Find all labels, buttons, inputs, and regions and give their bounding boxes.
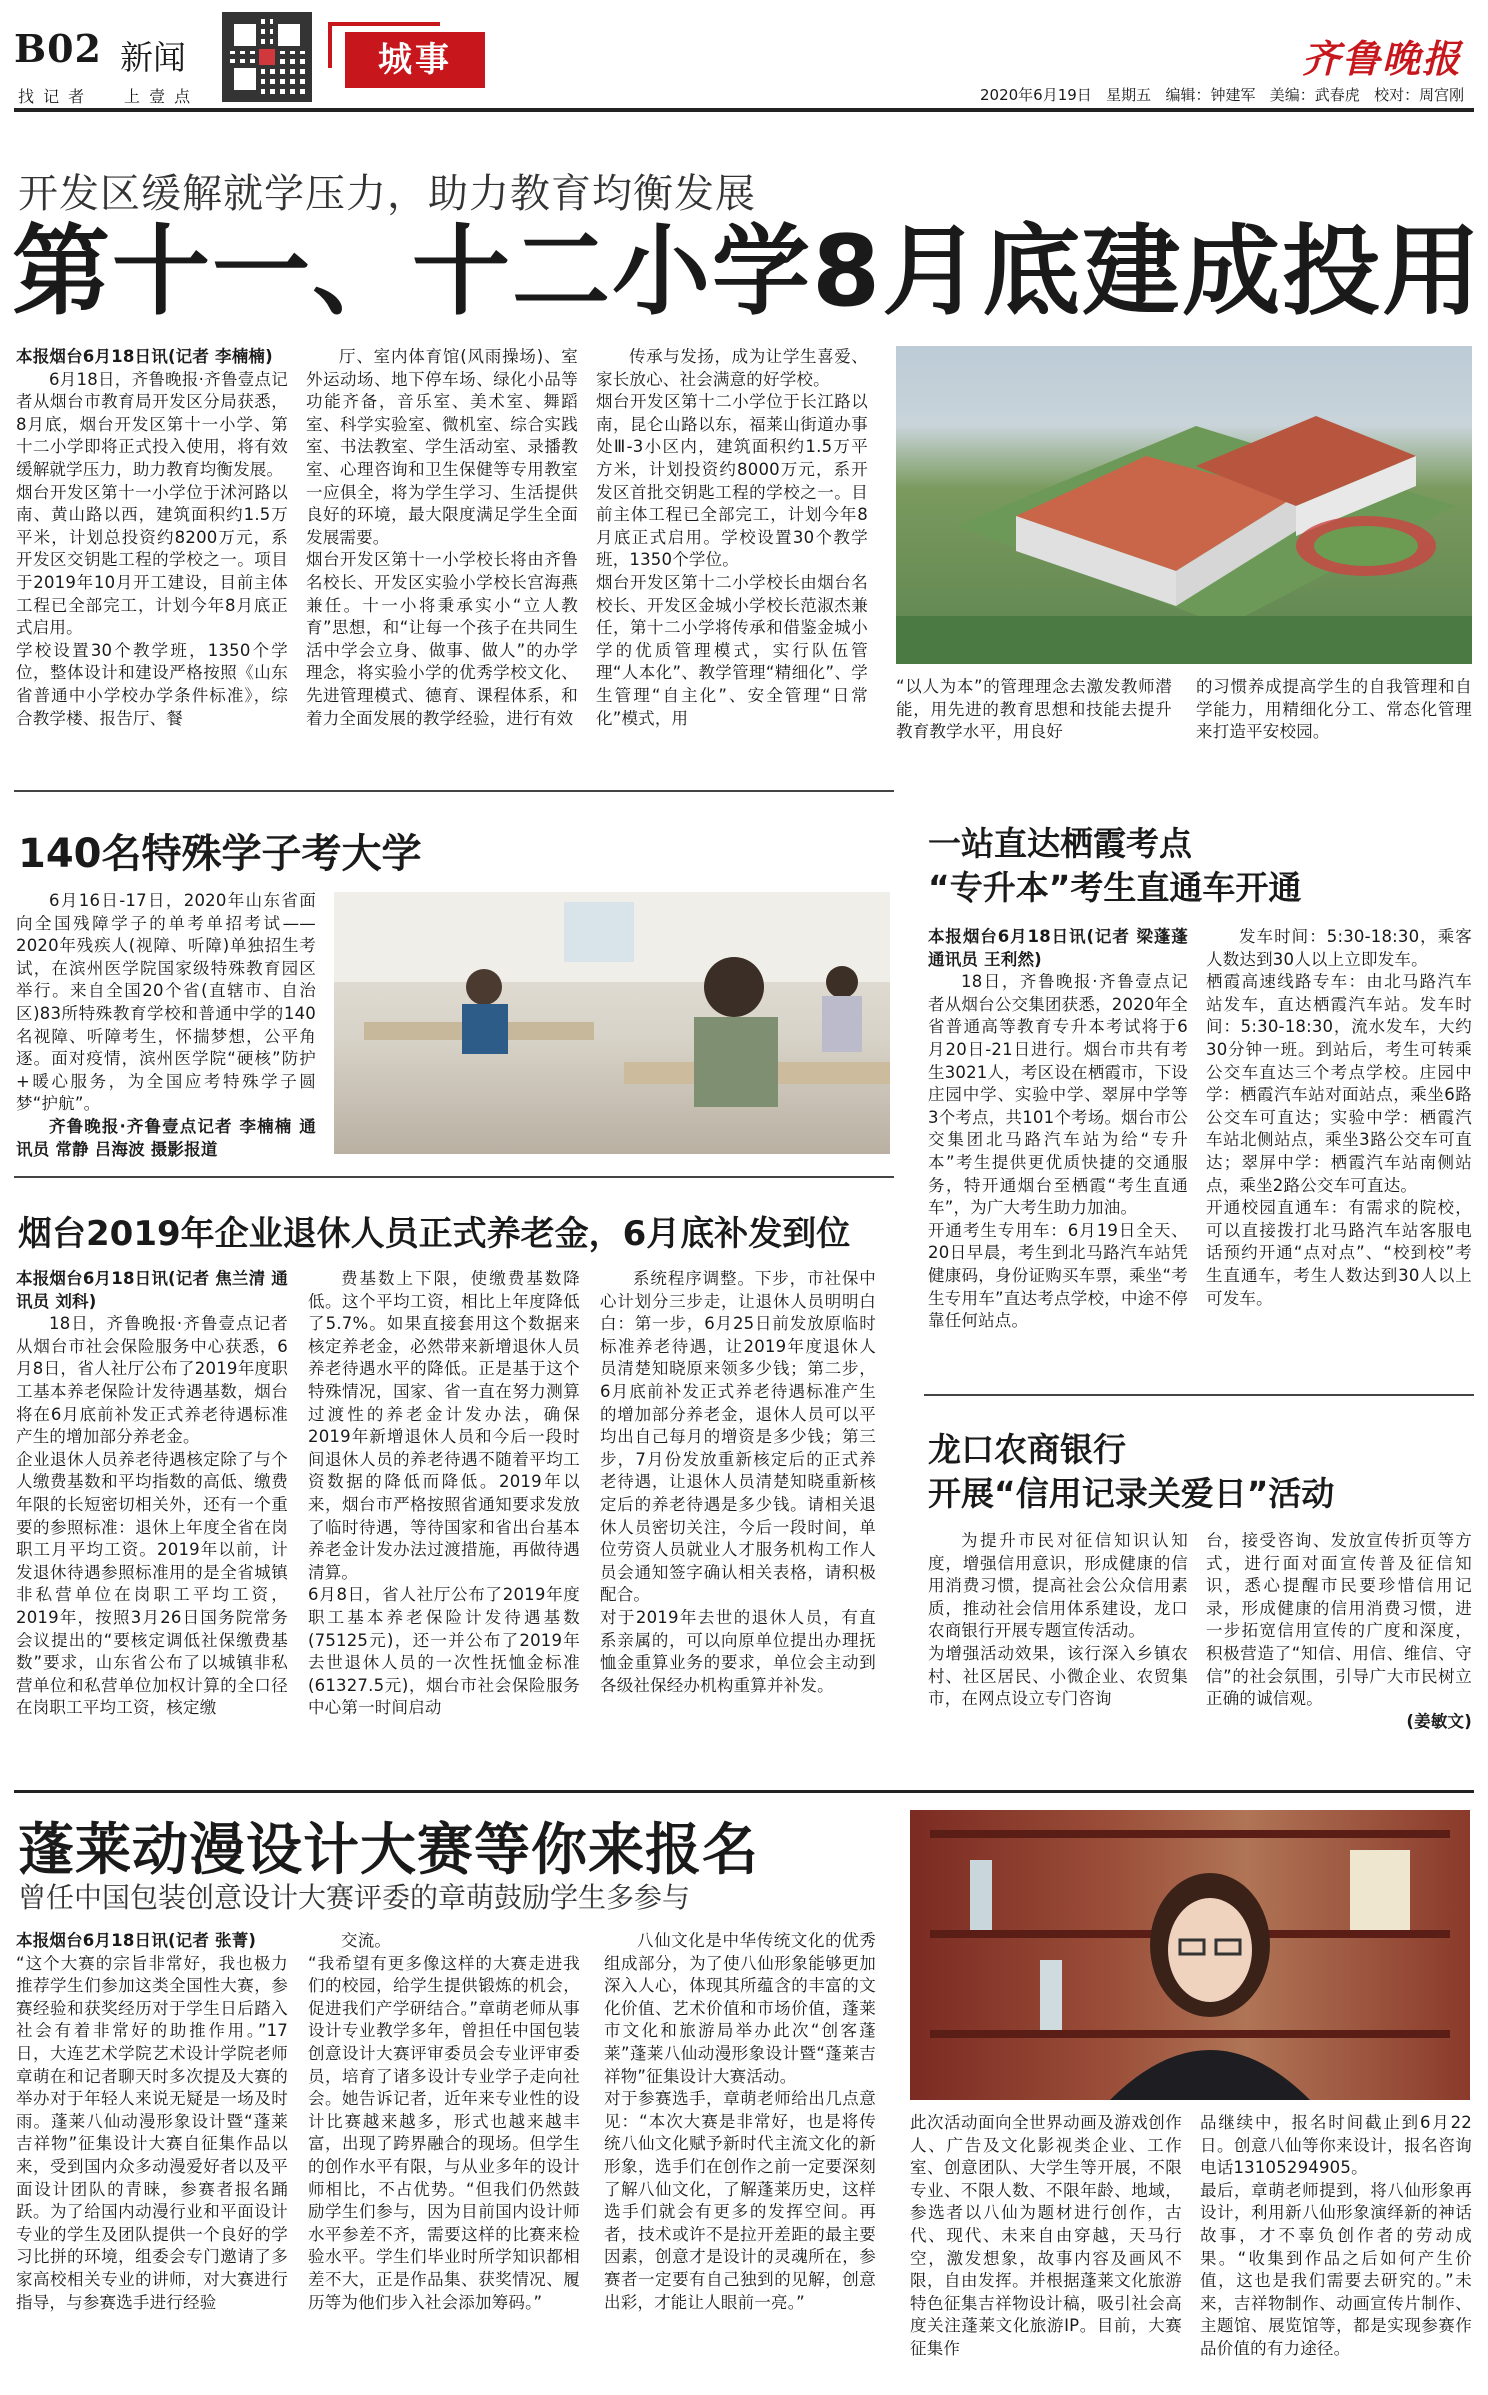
pension-col-2: 费基数上下限，使缴费基数降低。这个平均工资，相比上年度降低了5.7%。如果直接套用这个数据来核定养老金，必然带来新增退休人员养老待遇水平的降低。正是基于这个特殊情况，国家、省一直在努力测算过渡性的养老金计发办法，确保2019年新增退休人员和今后一段时间退休人员的养老待遇不随着平均工资数据的降低而降低。2019年以来，烟台市严格按照省通知要求发放了临时待遇，等待国家和省出台基本养老金计发办法过渡措施，再做待遇清算。 6月8日，省人社厅公布了2019年度职工基本养老保险计发待遇基数(75125元)，还一并公布了2019年去世退休人员的一次性抚恤金标准(61327.5元)，烟台市社会保险服务中心第一时间启动: [308, 1269, 580, 1718]
lead-byline: 本报烟台6月18日讯(记者 李楠楠): [16, 347, 273, 366]
tagline-left: 找 记 者: [18, 87, 87, 106]
lead-kicker: 开发区缓解就学压力，助力教育均衡发展: [18, 171, 756, 217]
anime-headline: 蓬莱动漫设计大赛等你来报名: [18, 1818, 759, 1883]
bank-col2-text: 台，接受咨询、发放宣传折页等方式，进行面对面宣传普及征信知识，悉心提醒市民要珍惜信用记录，形成健康的信用消费习惯，进一步拓宽信用宣传的广度和深度，积极营造了“知信、用信、维信、守信”的社会氛围，引导广大市民树立正确的诚信观。: [1206, 1531, 1472, 1709]
lead-col-1: [16, 346, 288, 766]
column-tag: 城事: [345, 32, 485, 88]
express-headline-1: 一站直达栖霞考点: [928, 824, 1192, 863]
proofreader: 校对：周宫刚: [1374, 86, 1465, 104]
anime-col-4: 此次活动面向全世界动画及游戏创作人、广告及文化影视类企业、工作室、创意团队、大学生等开展，不限专业、不限人数、不限年龄、地域，参选者以八仙为题材进行创作，古代、现代、未来自由穿越，天马行空，激发想象，故事内容及画风不限，自由发挥。并根据蓬莱文化旅游特色征集吉祥物设计稿，吸引社会高度关注蓬莱文化旅游IP。目前，大赛征集作: [910, 2113, 1182, 2358]
anime-col-2: 交流。 “我希望有更多像这样的大赛走进我们的校园，给学生提供锻炼的机会，促进我们产学研结合。”章萌老师从事设计专业教学多年，曾担任中国包装创意设计大赛评审委员会专业评审委员，培育了诸多设计专业学子走向社会。她告诉记者，近年来专业性的设计比赛越来越多，形式也越来越丰富，出现了跨界融合的现场。但学生的创作水平有限，与从业多年的设计师相比，不占优势。“但我们仍然鼓励学生们参与，因为目前国内设计师水平参差不齐，需要这样的比赛来检验水平。学生们毕业时所学知识都相差不大，正是作品集、获奖情况、履历等为他们步入社会添加筹码。”: [308, 1931, 580, 2312]
pension-col1-text: 18日，齐鲁晚报·齐鲁壹点记者从烟台市社会保险服务中心获悉，6月8日，省人社厅公布了2019年度职工基本养老保险计发待遇基数，烟台将在6月底前补发正式养老待遇标准产生的增加部分养老金。 企业退休人员养老待遇核定除了与个人缴费基数和平均指数的高低、缴费年限的长短密切相关外，还有一个重要的参照标准：退休上年度全省在岗职工月平均工资。2019年以前，计发退休待遇参照标准用的是全省城镇非私营单位在岗职工平均工资，2019年，按照3月26日国务院常务会议提出的“要核定调低社保缴费基数”要求，山东省公布了以城镇非私营单位和私营单位加权计算的全口径在岗职工平均工资，核定缴: [16, 1314, 288, 1718]
divider: [14, 1790, 1474, 1793]
lead-col-3: 传承与发扬，成为让学生喜爱、家长放心、社会满意的好学校。 烟台开发区第十二小学位于长江路以南，昆仑山路以东，福莱山街道办事处Ⅲ-3小区内，建筑面积约1.5万平方米，计划投资约8000万元，系开发区首批交钥匙工程的学校之一。目前主体工程已全部完工，计划今年8月底正式启用。学校设置30个教学班，1350个学位。 烟台开发区第十二小学校长由烟台名校长、开发区金城小学校长范淑杰兼任，第十二小学将传承和借鉴金城小学的优质管理模式，实行队伍管理“人本化”、教学管理“精细化”、学生管理“自主化”、安全管理“日常化”模式，用: [596, 347, 868, 728]
date: 2020年6月19日: [980, 86, 1092, 104]
bank-headline-2: 开展“信用记录关爱日”活动: [928, 1474, 1335, 1513]
bank-credit: (姜敏文): [1406, 1711, 1472, 1731]
bank-headline-1: 龙口农商银行: [928, 1430, 1126, 1469]
express-byline: 本报烟台6月18日讯(记者 梁蓬蓬 通讯员 王利然): [928, 927, 1188, 969]
divider: [14, 1176, 894, 1178]
exam-room-illustration: [334, 892, 890, 1154]
anime-subhead: 曾任中国包装创意设计大赛评委的章萌鼓励学生多参与: [18, 1881, 691, 1914]
designer: 美编：武春虎: [1269, 86, 1360, 104]
logo: 齐鲁晚报: [1301, 36, 1462, 81]
masthead: [0, 0, 1488, 112]
special-headline: 140名特殊学子考大学: [18, 831, 422, 877]
special-text-block: [16, 890, 316, 1160]
masthead-info: [980, 84, 1470, 105]
pension-byline: 本报烟台6月18日讯(记者 焦兰清 通讯员 刘科): [16, 1269, 288, 1311]
lead-headline: 第十一、十二小学8月底建成投用: [12, 215, 1483, 329]
pension-headline: 烟台2019年企业退休人员正式养老金，6月底补发到位: [18, 1214, 851, 1254]
bank-col-2: [1206, 1530, 1472, 1770]
school-building-illustration: [896, 346, 1472, 664]
masthead-rule: [14, 108, 1474, 112]
divider: [924, 1394, 1474, 1396]
anime-byline: 本报烟台6月18日讯(记者 张菁): [16, 1931, 257, 1950]
lead-col-2: 厅、室内体育馆(风雨操场)、室外运动场、地下停车场、绿化小品等功能齐备，音乐室、美术室、舞蹈室、科学实验室、微机室、综合实践室、书法教室、学生活动室、录播教室、心理咨询和卫生保健等专用教室一应俱全，将为学生学习、生活提供良好的环境，最大限度满足学生全面发展需要。 烟台开发区第十一小学校长将由齐鲁名校长、开发区实验小学校长宫海燕兼任。十一小将秉承实小“立人教育”思想，和“让每一个孩子在共同生活中学会立身、做事、做人”的办学理念，将实验小学的优秀学校文化、先进管理模式、德育、课程体系，和着力全面发展的教学经验，进行有效: [306, 347, 578, 728]
exam-room-photo: [334, 892, 890, 1154]
anime-col-3: 八仙文化是中华传统文化的优秀组成部分，为了使八仙形象能够更加深入人心，体现其所蕴含的丰富的文化价值、艺术价值和市场价值，蓬莱市文化和旅游局举办此次“创客蓬莱”蓬莱八仙动漫形象设计暨“蓬莱吉祥物”征集设计大赛活动。 对于参赛选手，章萌老师给出几点意见：“本次大赛是非常好，也是将传统八仙文化赋予新时代主流文化的新形象，选手们在创作之前一定要深刻了解八仙文化，了解蓬莱历史，这样选手们就会有更多的发挥空间。再者，技术或许不是拉开差距的最主要因素，创意才是设计的灵魂所在，参赛者一定要有自己独到的见解，创意出彩，才能让人眼前一亮。”: [604, 1931, 876, 2312]
pension-col-1: [16, 1268, 288, 1768]
express-col1-text: 18日，齐鲁晚报·齐鲁壹点记者从烟台公交集团获悉，2020年全省普通高等教育专升本考试将于6月20日-21日进行。烟台市共有考生3021人，考区设在栖霞市，下设庄园中学、实验中学、翠屏中学等3个考点，共101个考场。烟台市公交集团北马路汽车站为给“专升本”考生提供更优质快捷的交通服务，特开通烟台至栖霞“考生直通车”，为广大考生助力加油。 开通考生专用车：6月19日全天、20日早晨，考生到北马路汽车站凭健康码，身份证购买车票，乘坐“考生专用车”直达考点学校，中途不停靠任何站点。: [928, 972, 1188, 1331]
qr-code-icon: [222, 12, 312, 102]
bank-col-1: 为提升市民对征信知识认知度，增强信用意识，形成健康的信用消费习惯，提高社会公众信用素质，推动社会信用体系建设，龙口农商银行开展专题宣传活动。 为增强活动效果，该行深入乡镇农村、社区居民、小微企业、农贸集市，在网点设立专门咨询: [928, 1531, 1188, 1709]
divider: [14, 790, 894, 792]
section-name: 新闻: [120, 38, 186, 77]
lead-col-4: “以人为本”的管理理念去激发教师潜能，用先进的教育思想和技能去提升教育教学水平，用良好: [896, 677, 1172, 742]
tagline-right: 上 壹 点: [124, 87, 193, 106]
special-text: 6月16日-17日，2020年山东省面向全国残障学子的单考单招考试——2020年残疾人(视障、听障)单独招生考试，在滨州医学院国家级特殊教育园区举行。来自全国20个省(直辖市、自治区)83所特殊教育学校和普通中学的140名视障、听障考生，怀揣梦想，公平角逐。面对疫情，滨州医学院“硬核”防护+暖心服务，为全国应考特殊学子圆梦“护航”。: [16, 891, 316, 1114]
lead-col1-text: 6月18日，齐鲁晚报·齐鲁壹点记者从烟台市教育局开发区分局获悉，8月底，烟台开发区第十一小学、第十二小学即将正式投入使用，将有效缓解就学压力，助力教育均衡发展。 烟台开发区第十一小学位于沭河路以南、黄山路以西，建筑面积约1.5万平米，计划总投资约8200万元，系开发区交钥匙工程的学校之一。项目于2019年10月开工建设，目前主体工程已全部完工，计划今年8月底正式启用。 学校设置30个教学班，1350个学位，整体设计和建设严格按照《山东省普通中小学校办学条件标准》，综合教学楼、报告厅、餐: [16, 369, 288, 728]
editor: 编辑：钟建军: [1165, 86, 1256, 104]
express-col-2: 发车时间：5:30-18:30，乘客人数达到30人以上立即发车。 栖霞高速线路专车：由北马路汽车站发车，直达栖霞汽车站。发车时间：5:30-18:30，流水发车，大约30分钟一班。到站后，考生可转乘公交车直达三个考点学校。庄园中学：栖霞汽车站对面站点，乘坐6路公交车可直达；实验中学：栖霞汽车站北侧站点，乘坐3路公交车可直达；翠屏中学：栖霞汽车站南侧站点，乘坐2路公交车可直达。 开通校园直通车：有需求的院校，可以直接拨打北马路汽车站客服电话预约开通“点对点”、“校到校”考生直通车，考生人数达到30人以上可发车。: [1206, 927, 1472, 1308]
teacher-illustration: [910, 1810, 1470, 2100]
school-rendering-photo: [896, 346, 1472, 664]
weekday: 星期五: [1106, 86, 1152, 104]
teacher-portrait-photo: [910, 1810, 1470, 2100]
express-headline-2: “专升本”考生直通车开通: [928, 868, 1302, 907]
anime-col-1: [16, 1930, 288, 2380]
pension-col-3: 系统程序调整。下步，市社保中心计划分三步走，让退休人员明明白白：第一步，6月25日前发放原临时标准养老待遇，让2019年度退休人员清楚知晓原来领多少钱；第二步，6月底前补发正式养老待遇标准产生的增加部分养老金，退休人员可以平均出自己每月的增资是多少钱；第三步，7月份发放重新核定后的正式养老待遇，让退休人员清楚知晓重新核定后的养老待遇是多少钱。请相关退休人员密切关注，今后一段时间，单位劳资人员就业人才服务机构工作人员会通知签字确认相关表格，请积极配合。 对于2019年去世的退休人员，有直系亲属的，可以向原单位提出办理抚恤金重算业务的要求，单位会主动到各级社保经办机构重算并补发。: [600, 1269, 876, 1695]
special-credit: 齐鲁晚报·齐鲁壹点记者 李楠楠 通讯员 常静 吕海波 摄影报道: [16, 1116, 316, 1159]
page-number: B02: [14, 26, 102, 71]
express-col-1: [928, 926, 1188, 1366]
anime-col-5: 品继续中，报名时间截止到6月22日。创意八仙等你来设计，报名咨询电话13105294905。 最后，章萌老师提到，将八仙形象再设计，利用新八仙形象演绎新的神话故事，才不辜负创作者的劳动成果。“收集到作品之后如何产生价值，这也是我们需要去研究的。”未来，吉祥物制作、动画宣传片制作、主题馆、展览馆等，都是实现参赛作品价值的有力途径。: [1200, 2113, 1472, 2358]
lead-col-5: 的习惯养成提高学生的自我管理和自学能力，用精细化分工、常态化管理来打造平安校园。: [1196, 677, 1472, 742]
anime-col1-text: “这个大赛的宗旨非常好，我也极力推荐学生们参加这类全国性大赛，参赛经验和获奖经历对于学生日后踏入社会有着非常好的助推作用。”17日，大连艺术学院艺术设计学院老师章萌在和记者聊天时多次提及大赛的举办对于年轻人来说无疑是一场及时雨。蓬莱八仙动漫形象设计暨“蓬莱吉祥物”征集设计大赛自征集作品以来，受到国内众多动漫爱好者以及平面设计团队的青睐，参赛者报名踊跃。为了给国内动漫行业和平面设计专业的学生及团队提供一个良好的学习比拼的环境，组委会专门邀请了多家高校相关专业的讲师，对大赛进行指导，与参赛选手进行经验: [16, 1953, 288, 2312]
